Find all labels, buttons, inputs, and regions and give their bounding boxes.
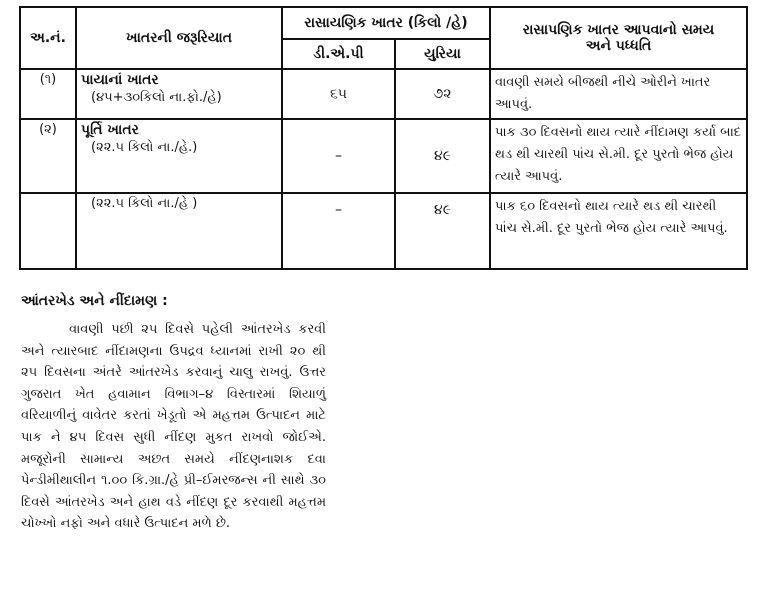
row-sr: (૧) (20, 69, 76, 119)
fertilizer-table (19, 6, 748, 270)
section-paragraph (21, 319, 326, 535)
row-detail: (૨૨.૫ કિલો ના./હે ) (91, 196, 198, 211)
header-method-line2: અને પધ્ધતિ (585, 38, 652, 54)
row-sr (20, 193, 76, 269)
row-title: પૂર્તિ ખાતર (81, 122, 139, 138)
row-dap: – (282, 119, 395, 193)
row-dap: – (282, 193, 395, 269)
header-dap: ડી.એ.પી (282, 39, 395, 69)
header-requirement: ખાતરની જરૂરિયાત (76, 7, 282, 69)
row-urea: ૪૯ (395, 193, 490, 269)
section-heading: આંતરખેડ અને નીંદામણ : (21, 293, 168, 309)
row-urea: ૭૨ (395, 69, 490, 119)
table-row (20, 69, 747, 119)
header-method-line1: રાસાપણિક ખાતર આપવાનો સમય (522, 22, 715, 38)
paragraph-text: વાવણી પછી ૨૫ દિવસે પહેલી આંતરખેડ કરવી અને ત્યારબાદ નીંદામણના ઉપદ્રવ ધ્યાનમાં રાખી ૨૦ થી ૨૫ દિવસના અંતરે આંતરખેડ કરવાનું ચાલુ રાખવું. ઉત્તર ગુજરાત ખેત હવામાન વિભાગ–૪ વિસ્તારમાં શિયાળું વરિયાળીનું વાવેતર કરતાં ખેડૂતો એ મહત્તમ ઉત્પાદન માટે પાક ને ૪૫ દિવસ સુધી નીંદણ મુકત રાખવો જોઈએ. મજૂરોની સામાન્ય અછત સમયે નીંદણનાશક દવા પેન્ડીમીથાલીન ૧.૦૦ કિ.ગ્રા./હે પ્રી–ઈમરજન્સ ની સાથે ૩૦ દિવસે આંતરખેડ અને હાથ વડે નીંદણ દૂર કરવાથી મહત્તમ ચોખ્ખો નફો અને વધારે ઉત્પાદન મળે છે. (21, 322, 326, 532)
row-title: પાયાનાં ખાતર (81, 72, 159, 88)
row-requirement (76, 69, 282, 119)
table-row (20, 193, 747, 269)
row-detail: (૨૨.૫ કિલો ના./હે.) (91, 140, 198, 155)
row-detail: (૪૫+૩૦કિલો ના.ફો./હે) (91, 90, 222, 105)
header-chemical: રાસાયણિક ખાતર (કિલો /હે) (282, 7, 490, 39)
row-sr: (૨) (20, 119, 76, 193)
row-urea: ૪૯ (395, 119, 490, 193)
row-dap: ૬૫ (282, 69, 395, 119)
row-requirement (76, 193, 282, 269)
table-header-row (20, 7, 747, 39)
row-method: પાક ૬૦ દિવસનો થાય ત્યારે થડ થી ચારથી પાંચ સે.મી. દૂર પુરતો ભેજ હોય ત્યારે આપવું. (490, 193, 747, 269)
table-row (20, 119, 747, 193)
row-method: વાવણી સમયે બીજથી નીચે ઓરીને ખાતર આપવું. (490, 69, 747, 119)
row-method: પાક ૩૦ દિવસનો થાય ત્યારે નીંદામણ કર્યા બાદ થડ થી ચારથી પાંચ સે.મી. દૂર પુરતો ભેજ હોય ત્યારે આપવું. (490, 119, 747, 193)
header-method (490, 7, 747, 69)
row-requirement (76, 119, 282, 193)
header-sr: અ.નં. (20, 7, 76, 69)
header-urea: યુરિયા (395, 39, 490, 69)
